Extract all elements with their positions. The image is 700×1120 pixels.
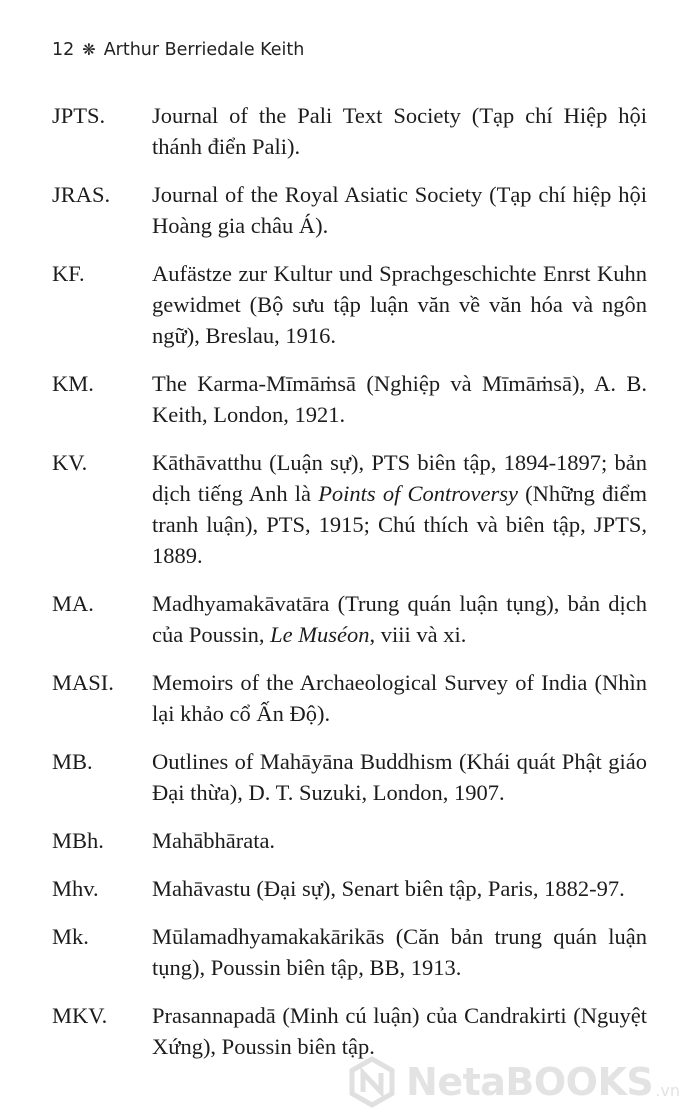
entry-text: , viii và xi. — [369, 622, 467, 647]
entry-abbreviation: Mhv. — [52, 876, 99, 901]
entry-row — [0, 1000, 700, 1062]
entry-text: Mahābhārata. — [152, 828, 276, 853]
entry-text: Mahāvastu (Đại sự), Senart biên tập, Paris, 1882-97. — [152, 876, 625, 901]
entry-abbreviation: MASI. — [52, 670, 114, 695]
entry-text: Prasannapadā (Minh cú luận) của Candrakirti (Nguyệt Xứng), Poussin biên tập. — [152, 1003, 647, 1059]
author-name: Arthur Berriedale Keith — [103, 40, 305, 60]
header-separator-icon: ❋ — [82, 40, 96, 59]
entry-text: Journal of the Pali Text Society (Tạp chí Hiệp hội thánh điển Pali). — [152, 103, 647, 159]
entry-abbreviation: MB. — [52, 749, 93, 774]
entry-description — [152, 368, 647, 430]
entry-abbreviation: KV. — [52, 450, 88, 475]
entry-description — [152, 746, 647, 808]
entry-abbreviation: MBh. — [52, 828, 104, 853]
watermark — [346, 1056, 680, 1108]
entry-row — [0, 588, 700, 650]
entry-title-italic: Le Muséon — [270, 622, 370, 647]
entry-description — [152, 921, 647, 983]
entry-text: (Những điểm tranh luận), PTS, 1915; Chú thích và biên tập, JPTS, 1889. — [152, 481, 647, 568]
entry-description — [152, 667, 647, 729]
running-header — [52, 40, 304, 60]
entry-text: Aufästze zur Kultur und Sprachgeschichte Enrst Kuhn gewidmet (Bộ sưu tập luận văn về văn hóa và ngôn ngữ), Breslau, 1916. — [152, 261, 647, 348]
entry-row — [0, 873, 700, 904]
entry-row — [0, 921, 700, 983]
page-number: 12 — [52, 40, 75, 60]
entry-abbreviation: MKV. — [52, 1003, 108, 1028]
watermark-text: NetaBOOKS — [406, 1060, 654, 1104]
entry-row — [0, 368, 700, 430]
entry-row — [0, 447, 700, 571]
entry-text: Madhyamakāvatāra (Trung quán luận tụng), bản dịch của Poussin, — [152, 591, 647, 647]
entry-abbreviation: KM. — [52, 371, 94, 396]
entry-description — [152, 179, 647, 241]
entry-description — [152, 447, 647, 571]
entry-abbreviation: MA. — [52, 591, 94, 616]
entry-text: Kāthāvatthu (Luận sự), PTS biên tập, 1894-1897; bản dịch tiếng Anh là — [152, 450, 647, 506]
entry-abbreviation: Mk. — [52, 924, 89, 949]
entry-abbreviation: JPTS. — [52, 103, 106, 128]
entry-description — [152, 1000, 647, 1062]
entry-description — [152, 258, 647, 351]
entry-row — [0, 667, 700, 729]
entry-row — [0, 100, 700, 162]
entry-row — [0, 258, 700, 351]
entry-row — [0, 825, 700, 856]
entry-text: The Karma-Mīmāṁsā (Nghiệp và Mīmāṁsā), A. B. Keith, London, 1921. — [152, 371, 647, 427]
entry-row — [0, 746, 700, 808]
entry-row — [0, 179, 700, 241]
entry-description — [152, 588, 647, 650]
entry-description — [152, 873, 647, 904]
abbreviation-list — [0, 100, 700, 1079]
entry-text: Journal of the Royal Asiatic Society (Tạp chí hiệp hội Hoàng gia châu Á). — [152, 182, 647, 238]
entry-title-italic: Points of Controversy — [318, 481, 518, 506]
entry-text: Memoirs of the Archaeological Survey of India (Nhìn lại khảo cổ Ấn Độ). — [152, 670, 647, 726]
entry-text: Mūlamadhyamakakārikās (Căn bản trung quán luận tụng), Poussin biên tập, BB, 1913. — [152, 924, 647, 980]
entry-description — [152, 100, 647, 162]
entry-description — [152, 825, 647, 856]
entry-abbreviation: KF. — [52, 261, 85, 286]
netabooks-logo-icon — [346, 1056, 398, 1108]
entry-abbreviation: JRAS. — [52, 182, 111, 207]
watermark-suffix: .vn — [655, 1081, 680, 1100]
entry-text: Outlines of Mahāyāna Buddhism (Khái quát Phật giáo Đại thừa), D. T. Suzuki, London, 1907. — [152, 749, 647, 805]
